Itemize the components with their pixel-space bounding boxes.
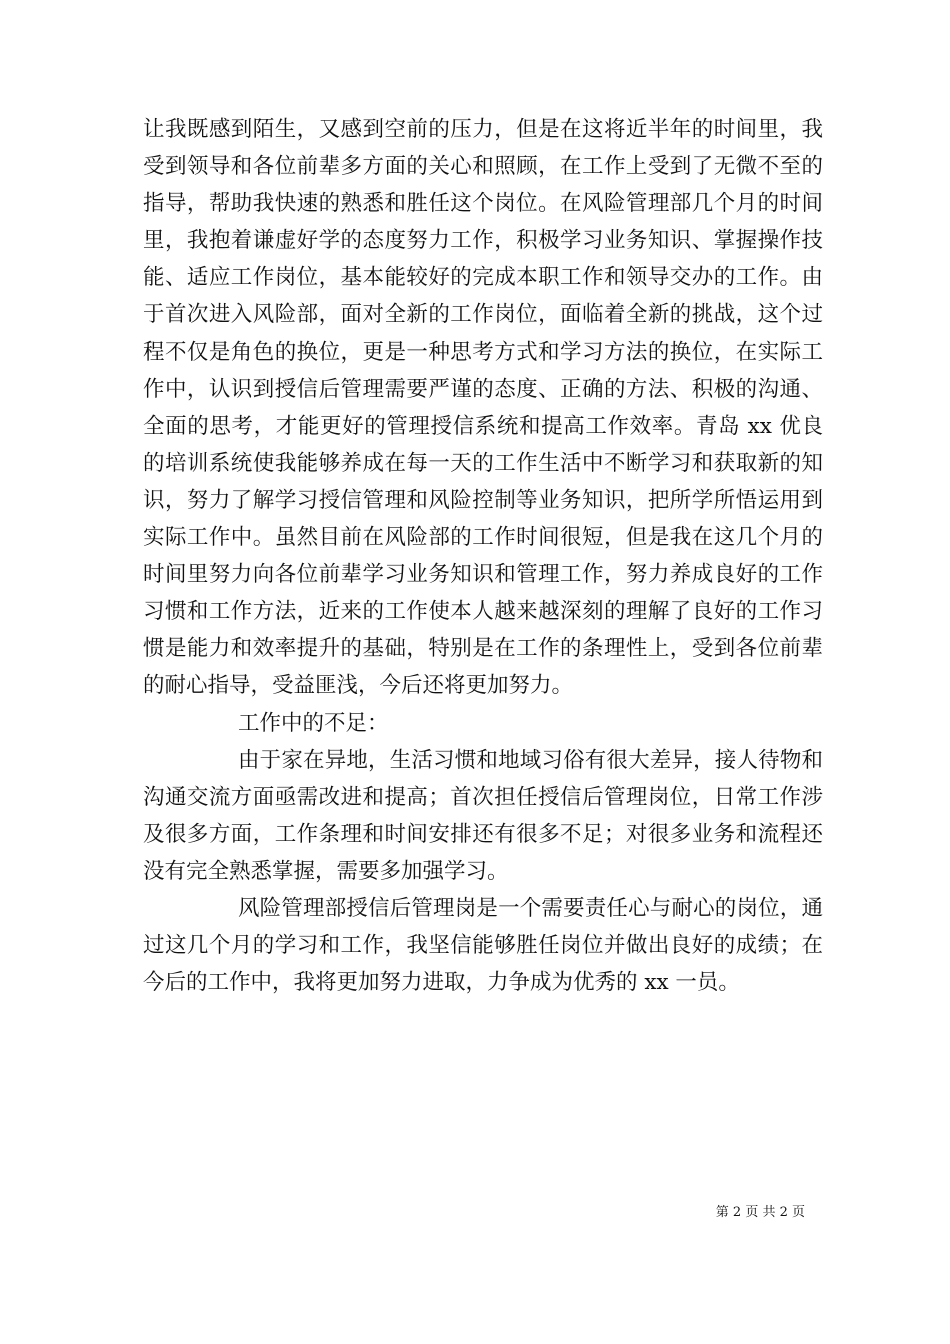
paragraph-shortcomings: 由于家在异地，生活习惯和地域习俗有很大差异，接人待物和沟通交流方面亟需改进和提高；首次担任授信后管理岗位，日常工作涉及很多方面，工作条理和时间安排还有很多不足；对很多业务和流程还没有完全熟悉掌握，需要多加强学习。 — [143, 747, 823, 884]
paragraph-experience: 让我既感到陌生，又感到空前的压力，但是在这将近半年的时间里，我受到领导和各位前辈多方面的关心和照顾，在工作上受到了无微不至的指导，帮助我快速的熟悉和胜任这个岗位。在风险管理部几个月的时间里，我抱着谦虚好学的态度努力工作，积极学习业务知识、掌握操作技能、适应工作岗位，基本能较好的完成本职工作和领导交办的工作。由于首次进入风险部，面对全新的工作岗位，面临着全新的挑战，这个过程不仅是角色的换位，更是一种思考方式和学习方法的换位，在实际工作中，认识到授信后管理需要严谨的态度、正确的方法、积极的沟通、全面的思考，才能更好的管理授信系统和提高工作效率。青岛 xx 优良的培训系统使我能够养成在每一天的工作生活中不断学习和获取新的知识，努力了解学习授信管理和风险控制等业务知识，把所学所悟运用到实际工作中。虽然目前在风险部的工作时间很短，但是我在这几个月的时间里努力向各位前辈学习业务知识和管理工作，努力养成良好的工作习惯和工作方法，近来的工作使本人越来越深刻的理解了良好的工作习惯是能力和效率提升的基础，特别是在工作的条理性上，受到各位前辈的耐心指导，受益匪浅，今后还将更加努力。 — [143, 117, 823, 699]
page-number-footer: 第 2 页 共 2 页 — [715, 1205, 805, 1220]
paragraph-conclusion: 风险管理部授信后管理岗是一个需要责任心与耐心的岗位，通过这几个月的学习和工作，我坚信能够胜任岗位并做出良好的成绩；在今后的工作中，我将更加努力进取，力争成为优秀的 xx 一员。 — [143, 895, 823, 996]
document-body — [143, 111, 823, 1001]
paragraph-shortcomings-heading: 工作中的不足： — [238, 710, 389, 736]
